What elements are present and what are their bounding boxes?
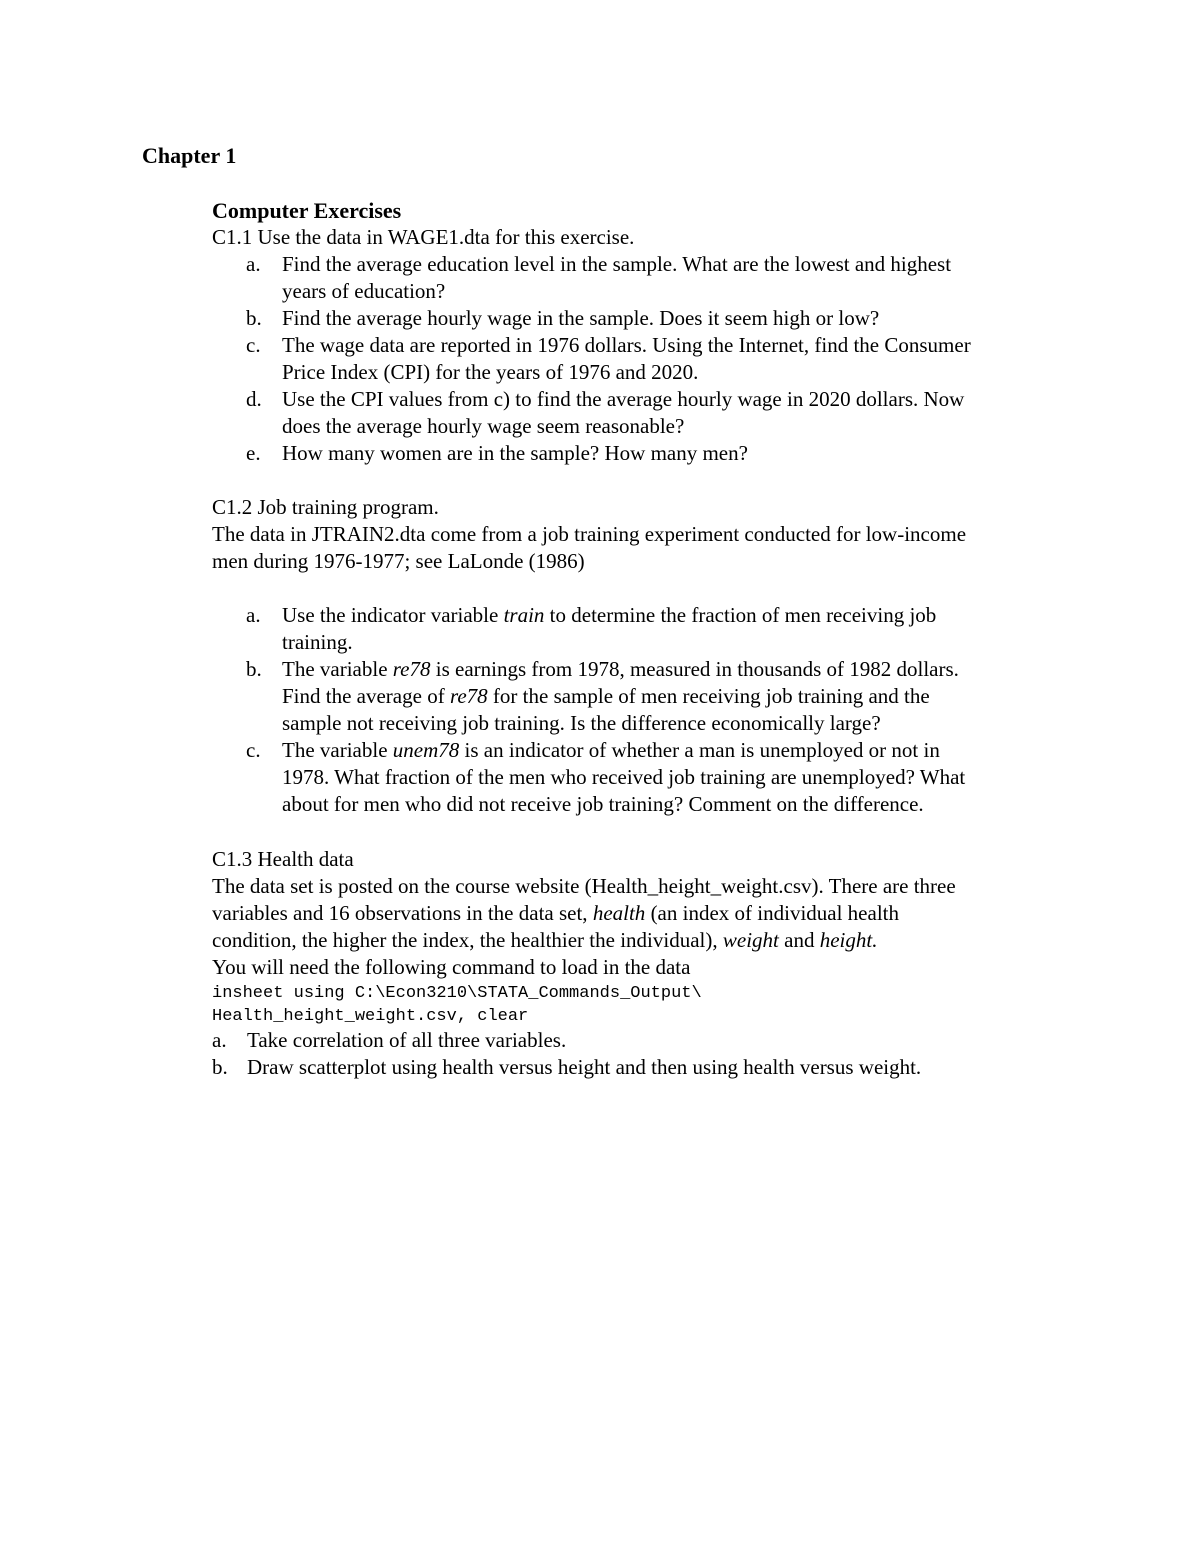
text-run: (an index of individual health	[645, 901, 899, 925]
list-item-text: does the average hourly wage seem reasonable?	[282, 414, 685, 438]
exercise-c1-2-title: C1.2 Job training program.	[212, 495, 439, 519]
variable-name: re78	[392, 657, 431, 681]
text-run: Use the indicator variable	[282, 603, 504, 627]
variable-name: height.	[819, 928, 878, 952]
text-run: and	[778, 928, 820, 952]
list-item-text	[282, 602, 936, 629]
paragraph-line: The data set is posted on the course website (Health_height_weight.csv). There are three	[212, 874, 956, 898]
variable-name: train	[503, 603, 545, 627]
list-item-text: The wage data are reported in 1976 dollars. Using the Internet, find the Consumer	[282, 333, 971, 357]
list-item-text: Price Index (CPI) for the years of 1976 and 2020.	[282, 360, 699, 384]
paragraph-line: men during 1976-1977; see LaLonde (1986)	[212, 549, 585, 573]
code-line: insheet using C:\Econ3210\STATA_Commands_Output\	[212, 984, 702, 1003]
paragraph-line: The data in JTRAIN2.dta come from a job training experiment conducted for low-income	[212, 522, 967, 546]
list-marker: c.	[246, 333, 261, 357]
list-item-text: Find the average education level in the sample. What are the lowest and highest	[282, 252, 952, 276]
list-item-text: about for men who did not receive job training? Comment on the difference.	[282, 792, 924, 816]
text-run: condition, the higher the index, the healthier the individual),	[212, 928, 723, 952]
exercise-c1-3-title: C1.3 Health data	[212, 847, 354, 871]
list-marker: b.	[246, 657, 262, 681]
list-item-text	[282, 737, 940, 764]
text-run: The variable	[282, 738, 393, 762]
text-run: is earnings from 1978, measured in thousands of 1982 dollars.	[430, 657, 959, 681]
text-run: Find the average of	[282, 684, 450, 708]
variable-name: re78	[449, 684, 488, 708]
list-item-text: training.	[282, 630, 353, 654]
paragraph-line	[212, 900, 899, 927]
section-heading: Computer Exercises	[212, 198, 402, 223]
text-run: for the sample of men receiving job training and the	[487, 684, 930, 708]
list-item-text: sample not receiving job training. Is the difference economically large?	[282, 711, 881, 735]
list-marker: e.	[246, 441, 261, 465]
variable-name: unem78	[392, 738, 460, 762]
list-item-text: Draw scatterplot using health versus height and then using health versus weight.	[247, 1055, 922, 1079]
list-item-text: years of education?	[282, 279, 446, 303]
text-run: to determine the fraction of men receiving job	[544, 603, 937, 627]
list-item-text: Find the average hourly wage in the sample. Does it seem high or low?	[282, 306, 880, 330]
list-item-text: Take correlation of all three variables.	[247, 1028, 567, 1052]
list-item-text: How many women are in the sample? How many men?	[282, 441, 748, 465]
variable-name: health	[592, 901, 646, 925]
list-item-text: 1978. What fraction of the men who received job training are unemployed? What	[282, 765, 966, 789]
list-marker: c.	[246, 738, 261, 762]
code-line: Health_height_weight.csv, clear	[212, 1007, 529, 1026]
paragraph-line	[212, 927, 877, 954]
text-run: is an indicator of whether a man is unemployed or not in	[459, 738, 940, 762]
variable-name: weight	[722, 928, 779, 952]
list-marker: b.	[212, 1055, 228, 1079]
text-run: The variable	[282, 657, 393, 681]
list-item-text	[282, 656, 959, 683]
paragraph-line: You will need the following command to load in the data	[212, 955, 691, 979]
chapter-title: Chapter 1	[142, 143, 237, 168]
list-marker: a.	[246, 603, 261, 627]
list-marker: a.	[212, 1028, 227, 1052]
list-marker: a.	[246, 252, 261, 276]
list-item-text: Use the CPI values from c) to find the average hourly wage in 2020 dollars. Now	[282, 387, 965, 411]
list-item-text	[282, 683, 930, 710]
list-marker: b.	[246, 306, 262, 330]
exercise-c1-1-title: C1.1 Use the data in WAGE1.dta for this exercise.	[212, 225, 635, 249]
text-run: variables and 16 observations in the data set,	[212, 901, 593, 925]
list-marker: d.	[246, 387, 262, 411]
